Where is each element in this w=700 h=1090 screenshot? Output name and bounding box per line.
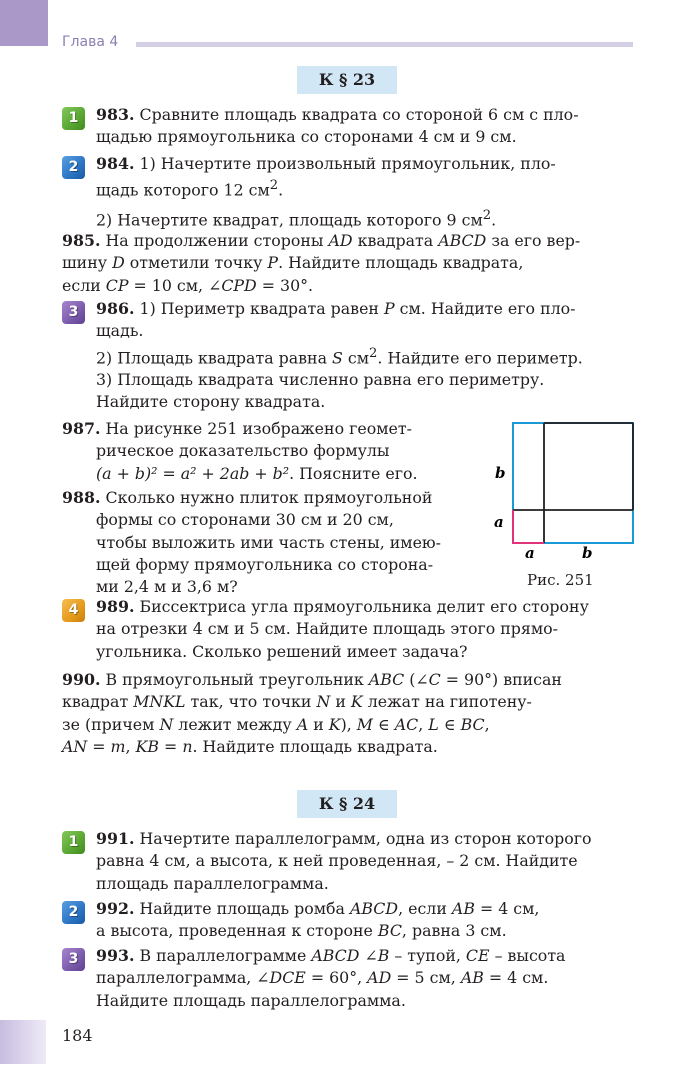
chapter-label: Глава 4 bbox=[62, 34, 119, 50]
level-2-icon: 2 bbox=[62, 901, 85, 924]
problem-number: 983. bbox=[96, 105, 135, 124]
problem-991: 991. Начертите параллелограмм, одна из сторон которого равна 4 см, а высота, к ней проведенная, – 2 см. Найдите площадь параллелограмма. bbox=[96, 829, 592, 893]
figure-251 bbox=[490, 418, 638, 596]
problem-988: 988. Сколько нужно плиток прямоугольной формы со сторонами 30 см и 20 см, чтобы выложить ими часть стены, имею- щей форму прямоугольника со сторона- ми 2,4 м и 3,6 м? bbox=[62, 488, 442, 597]
figure-caption: Рис. 251 bbox=[527, 571, 594, 589]
level-3-icon: 3 bbox=[62, 301, 85, 324]
page-number: 184 bbox=[62, 1026, 93, 1045]
problem-987: 987. На рисунке 251 изображено геомет- рическое доказательство формулы (a + b)² = a² + 2ab + b². Поясните его. bbox=[62, 419, 418, 483]
problem-990: 990. В прямоугольный треугольник ABC (∠C = 90°) вписан квадрат MNKL так, что точки N и K лежат на гипотену- зе (причем N лежит между A и K), M ∈ AC, L ∈ BC, AN = m, KB = n. Найдите площадь квадрата. bbox=[62, 670, 562, 756]
corner-accent bbox=[0, 0, 48, 46]
footer-accent bbox=[0, 1020, 46, 1064]
section-heading-24: К § 24 bbox=[297, 790, 397, 818]
figure-label-b-side: b bbox=[495, 464, 506, 482]
problem-983: 983. Сравните площадь квадрата со стороной 6 см с пло- щадью прямоугольника со сторонами 4 см и 9 см. bbox=[96, 105, 579, 147]
problem-number: 986. bbox=[96, 299, 135, 318]
problem-number: 990. bbox=[62, 670, 101, 689]
problem-number: 993. bbox=[96, 946, 135, 965]
problem-number: 992. bbox=[96, 899, 135, 918]
level-1-icon: 1 bbox=[62, 107, 85, 130]
problem-985: 985. На продолжении стороны AD квадрата ABCD за его вер- шину D отметили точку P. Найдите площадь квадрата, если CP = 10 см, ∠CPD = 30°. bbox=[62, 231, 581, 295]
section-heading-23: К § 23 bbox=[297, 66, 397, 94]
level-1-icon: 1 bbox=[62, 831, 85, 854]
level-2-icon: 2 bbox=[62, 156, 85, 179]
level-3-icon: 3 bbox=[62, 948, 85, 971]
header-rule bbox=[136, 42, 633, 47]
problem-number: 984. bbox=[96, 154, 135, 173]
problem-number: 987. bbox=[62, 419, 101, 438]
problem-number: 989. bbox=[96, 597, 135, 616]
problem-984: 984. 1) Начертите произвольный прямоугольник, пло- щадь которого 12 $см^2$. 2) Начертите квадрат, площадь которого 9 $см^2$. bbox=[96, 154, 556, 230]
figure-outer-square bbox=[513, 423, 633, 543]
problem-993: 993. В параллелограмме ABCD ∠B – тупой, CE – высота параллелограмма, ∠DCE = 60°, AD = 5 см, AB = 4 см. Найдите площадь параллелограмма. bbox=[96, 946, 566, 1010]
figure-label-a-side: a bbox=[494, 513, 504, 531]
figure-label-b-bottom: b bbox=[582, 544, 593, 562]
problem-number: 991. bbox=[96, 829, 135, 848]
figure-small-square-accent bbox=[513, 510, 544, 543]
problem-number: 985. bbox=[62, 231, 101, 250]
level-4-icon: 4 bbox=[62, 599, 85, 622]
problem-986: 986. 1) Периметр квадрата равен P см. Найдите его пло- щадь. 2) Площадь квадрата равна S $см^2$. Найдите его периметр. 3) Площадь квадрата численно равна его периметру. Найдите сторону квадрата. bbox=[96, 299, 583, 412]
problem-989: 989. Биссектриса угла прямоугольника делит его сторону на отрезки 4 см и 5 см. Найдите площадь этого прямо- угольника. Сколько решений имеет задача? bbox=[96, 597, 589, 661]
problem-number: 988. bbox=[62, 488, 101, 507]
figure-label-a-bottom: a bbox=[525, 544, 535, 562]
problem-992: 992. Найдите площадь ромба ABCD, если AB = 4 см, а высота, проведенная к стороне BC, равна 3 см. bbox=[96, 899, 540, 941]
